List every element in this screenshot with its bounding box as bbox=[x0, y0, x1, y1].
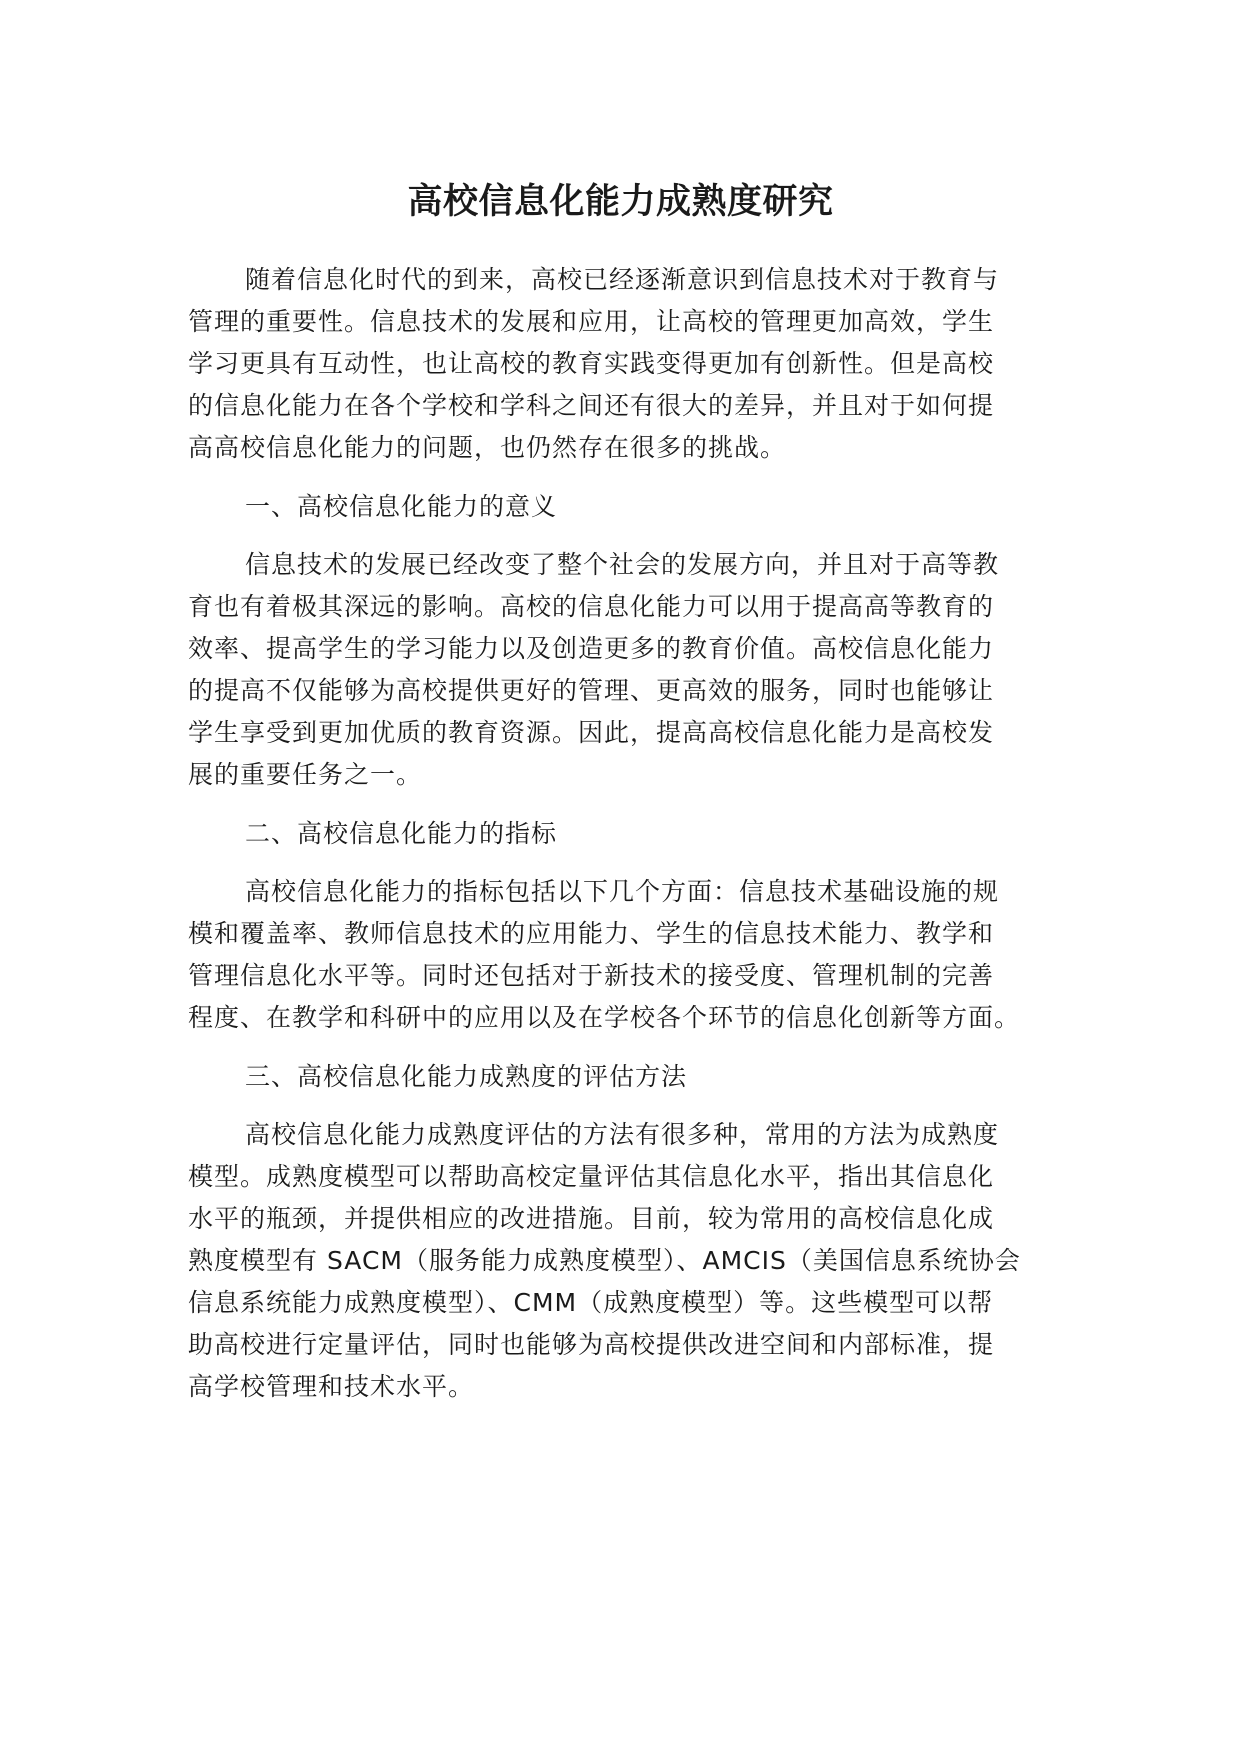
paragraph-3-line-2: 模和覆盖率、教师信息技术的应用能力、学生的信息技术能力、教学和 bbox=[188, 919, 995, 948]
paragraph-1-line-4: 的信息化能力在各个学校和学科之间还有很大的差异，并且对于如何提 bbox=[188, 391, 995, 420]
paragraph-3-line-1: 高校信息化能力的指标包括以下几个方面：信息技术基础设施的规 bbox=[245, 877, 1000, 906]
section-heading-2: 二、高校信息化能力的指标 bbox=[245, 819, 558, 848]
paragraph-4-line-2: 模型。成熟度模型可以帮助高校定量评估其信息化水平，指出其信息化 bbox=[188, 1162, 995, 1191]
section-heading-3: 三、高校信息化能力成熟度的评估方法 bbox=[245, 1062, 688, 1091]
paragraph-4-line-3: 水平的瓶颈，并提供相应的改进措施。目前，较为常用的高校信息化成 bbox=[188, 1204, 995, 1233]
paragraph-2-line-3: 效率、提高学生的学习能力以及创造更多的教育价值。高校信息化能力 bbox=[188, 634, 995, 663]
paragraph-1-line-1: 随着信息化时代的到来，高校已经逐渐意识到信息技术对于教育与 bbox=[245, 265, 1000, 294]
paragraph-2-line-5: 学生享受到更加优质的教育资源。因此，提高高校信息化能力是高校发 bbox=[188, 718, 995, 747]
paragraph-2-line-2: 育也有着极其深远的影响。高校的信息化能力可以用于提高高等教育的 bbox=[188, 592, 995, 621]
paragraph-1-line-5: 高高校信息化能力的问题，也仍然存在很多的挑战。 bbox=[188, 433, 787, 462]
paragraph-4-line-5: 信息系统能力成熟度模型）、CMM（成熟度模型）等。这些模型可以帮 bbox=[188, 1288, 994, 1317]
paragraph-4-line-1: 高校信息化能力成熟度评估的方法有很多种，常用的方法为成熟度 bbox=[245, 1120, 1000, 1149]
paragraph-1-line-3: 学习更具有互动性，也让高校的教育实践变得更加有创新性。但是高校 bbox=[188, 349, 995, 378]
paragraph-2-line-4: 的提高不仅能够为高校提供更好的管理、更高效的服务，同时也能够让 bbox=[188, 676, 995, 705]
paragraph-2-line-6: 展的重要任务之一。 bbox=[188, 760, 423, 789]
paragraph-3-line-3: 管理信息化水平等。同时还包括对于新技术的接受度、管理机制的完善 bbox=[188, 961, 995, 990]
paragraph-4-line-4: 熟度模型有 SACM（服务能力成熟度模型）、AMCIS（美国信息系统协会 bbox=[188, 1246, 1021, 1275]
paragraph-4-line-7: 高学校管理和技术水平。 bbox=[188, 1372, 475, 1401]
paragraph-3-line-4: 程度、在教学和科研中的应用以及在学校各个环节的信息化创新等方面。 bbox=[188, 1003, 1021, 1032]
paragraph-2-line-1: 信息技术的发展已经改变了整个社会的发展方向，并且对于高等教 bbox=[245, 550, 1000, 579]
section-heading-1: 一、高校信息化能力的意义 bbox=[245, 492, 558, 521]
paragraph-1-line-2: 管理的重要性。信息技术的发展和应用，让高校的管理更加高效，学生 bbox=[188, 307, 995, 336]
paragraph-4-line-6: 助高校进行定量评估，同时也能够为高校提供改进空间和内部标准，提 bbox=[188, 1330, 995, 1359]
document-title: 高校信息化能力成熟度研究 bbox=[407, 182, 834, 222]
